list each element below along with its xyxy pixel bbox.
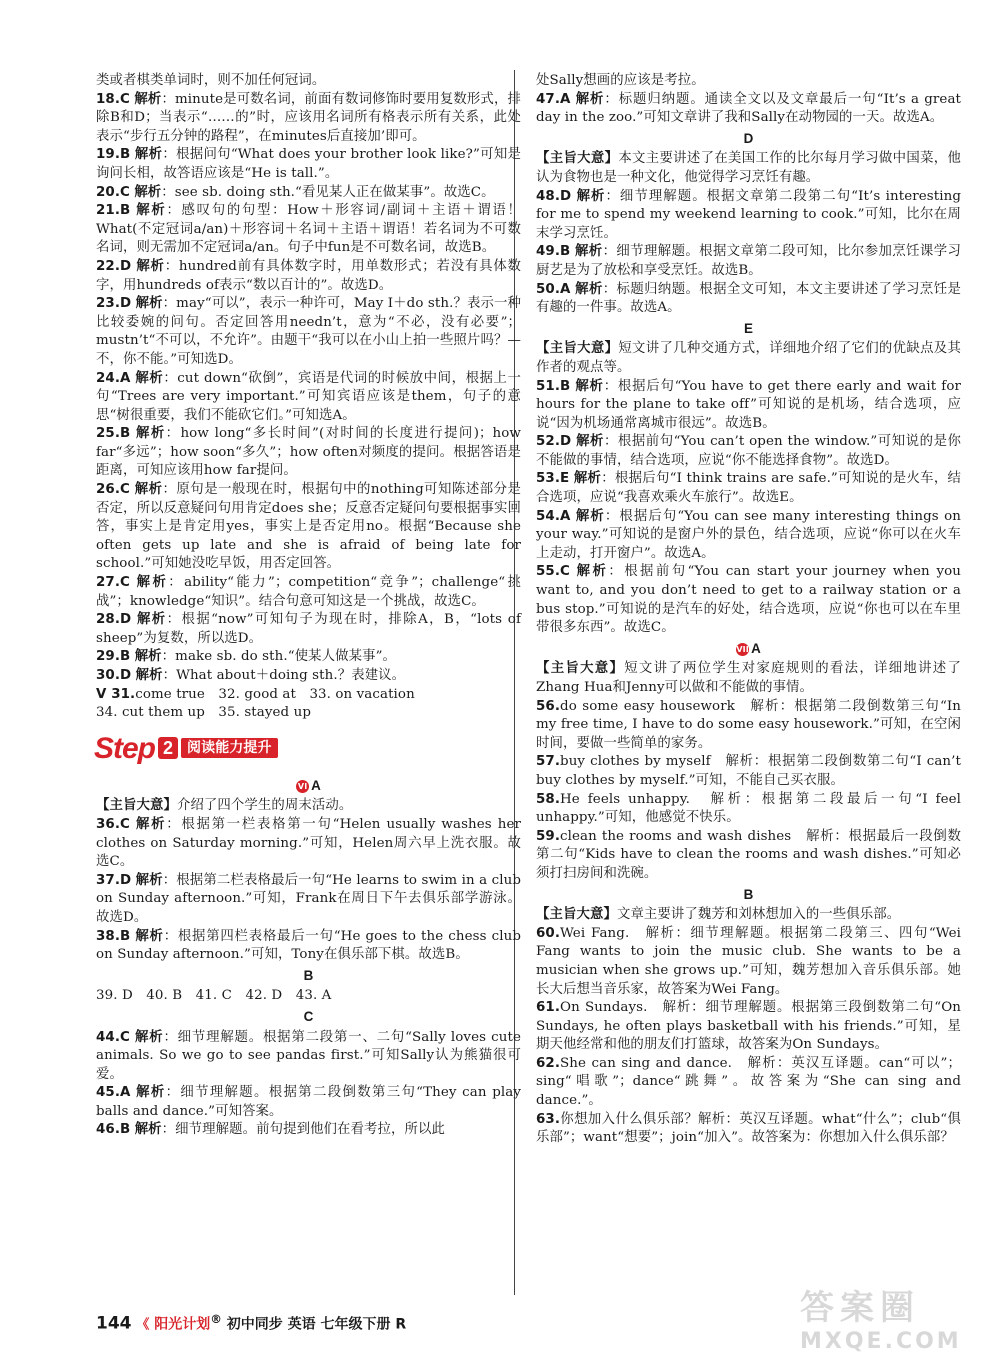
answer-item xyxy=(536,563,961,637)
item-number: 24.A xyxy=(96,370,131,386)
left-column xyxy=(96,72,521,1140)
item-number: 44.C xyxy=(96,1029,130,1045)
section-letter xyxy=(536,640,961,659)
answer-item xyxy=(96,370,521,426)
answer-item xyxy=(536,999,961,1055)
answer-item xyxy=(96,425,521,481)
item-number: 63. xyxy=(536,1111,561,1127)
item-number: 【主旨大意】 xyxy=(536,661,625,677)
answer-item xyxy=(536,791,961,828)
book-title: 初中同步 英语 七年级下册 R xyxy=(226,1316,407,1333)
analysis-label: 解析 xyxy=(576,188,606,204)
item-number: 60. xyxy=(536,925,561,941)
item-number: 29.B xyxy=(96,649,131,665)
analysis-label: 解析 xyxy=(575,244,603,260)
item-number: 22.D xyxy=(96,258,132,274)
item-text: ：make sb. do sth.“使某人做某事”。 xyxy=(161,649,397,665)
text-line: 类或者棋类单词时，则不加任何冠词。 xyxy=(96,73,326,88)
item-text: 短文讲了几种交通方式，详细地介绍了它们的优缺点及其作者的观点等。 xyxy=(536,341,962,375)
answer-item xyxy=(96,258,521,295)
analysis-label: 解析 xyxy=(134,1122,162,1138)
answer-item xyxy=(536,698,961,754)
analysis-label: 解析 xyxy=(576,564,609,580)
answer-item xyxy=(536,508,961,564)
item-text: She can sing and dance. 解析：英汉互译题。can“可以”；sing“唱歌”；dance“跳舞”。故答案为“She can sing and dance.”。 xyxy=(536,1055,961,1109)
step-word: Step xyxy=(94,731,156,765)
item-number: 20.C xyxy=(96,184,130,200)
answer-item xyxy=(96,574,521,611)
analysis-label: 解析 xyxy=(573,471,602,487)
item-text: 介绍了四个学生的周末活动。 xyxy=(176,798,353,814)
item-text: 本文主要讲述了在美国工作的比尔每月学习做中国菜，他认为食物也是一种文化，他觉得学习烹饪有趣。 xyxy=(536,151,962,185)
item-number: 49.B xyxy=(536,244,571,260)
section-letter-text: D xyxy=(743,130,754,146)
analysis-label: 解析 xyxy=(135,370,164,386)
answer-item xyxy=(536,281,961,318)
item-number: 【主旨大意】 xyxy=(536,151,619,167)
section-letter-text: B xyxy=(743,886,754,902)
item-text: ：根据问句“What does your brother look like?”可知是询问长相，故答语应该是“He is tall.”。 xyxy=(96,147,522,181)
section-letter xyxy=(96,777,521,796)
item-text: ：根据后句“You can see many interesting things on your way.”可知说的是窗户外的景色，结合选项，应说“你可以在火车上走动，打开窗户”。故选A。 xyxy=(536,508,962,561)
item-text: He feels unhappy. 解析：根据第二段最后一句“I feel unhappy.”可知，他感觉不快乐。 xyxy=(536,791,961,826)
item-number: 25.B xyxy=(96,426,131,442)
answer-item xyxy=(96,91,521,147)
item-number: 37.D xyxy=(96,872,132,888)
text-line: 39. D 40. B 41. C 42. D 43. A xyxy=(96,988,332,1004)
item-number: 28.D xyxy=(96,612,132,628)
answer-item xyxy=(536,470,961,507)
answer-item xyxy=(536,188,961,244)
section-letter xyxy=(96,1008,521,1027)
analysis-label: 解析 xyxy=(136,575,169,591)
item-number: 38.B xyxy=(96,928,131,944)
step-banner xyxy=(94,731,521,771)
item-number: 【主旨大意】 xyxy=(96,798,177,814)
section-letter-text: C xyxy=(303,1008,314,1024)
analysis-label: 解析 xyxy=(136,1085,166,1101)
section-badge-icon: VII xyxy=(736,644,749,654)
item-text: ：细节理解题。前句提到他们在看考拉，所以此 xyxy=(161,1122,445,1138)
answer-item xyxy=(96,1121,521,1140)
item-number: 54.A xyxy=(536,508,571,524)
analysis-label: 解析 xyxy=(136,203,167,219)
item-number: 47.A xyxy=(536,91,571,107)
answer-item xyxy=(536,150,961,187)
watermark-title: 答案圈 xyxy=(800,1288,920,1328)
answer-item xyxy=(536,433,961,470)
item-number: 30.D xyxy=(96,668,132,683)
item-text: 文章主要讲了魏芳和刘林想加入的一些俱乐部。 xyxy=(616,907,901,923)
item-number: 48.D xyxy=(536,188,572,204)
answer-item xyxy=(96,648,521,667)
item-number: 26.C xyxy=(96,482,130,498)
section-letter-text: B xyxy=(303,967,314,983)
item-text: ：What about＋doing sth.？表建议。 xyxy=(162,668,406,683)
answer-item xyxy=(536,91,961,128)
item-number: 45.A xyxy=(96,1085,131,1101)
item-number: 23.D xyxy=(96,296,132,312)
section-letter-text: A xyxy=(751,640,761,656)
item-text: Wei Fang. 解析：细节理解题。根据第二段第三、四句“Wei Fang wants to join the music club. She wants to be a musician when she grows up.”可知，魏芳想加入音乐俱乐部。她长大后想当音乐家，故答案为Wei Fang。 xyxy=(536,925,961,997)
answer-item xyxy=(536,1111,961,1148)
item-text: ：根据“now”可知句子为现在时，排除A，B，“lots of sheep”为复数，所以选D。 xyxy=(96,612,522,646)
item-text: On Sundays. 解析：细节理解题。根据第三段倒数第二句“On Sundays, he often plays basketball with his friends.”可知，星期天他经常和他的朋友们打篮球，故答案为On Sundays。 xyxy=(536,1000,961,1053)
answer-item xyxy=(536,925,961,999)
item-text: clean the rooms and wash dishes 解析：根据最后一段倒数第二句“Kids have to clean the rooms and wash dishes.”可知必须打扫房间和洗碗。 xyxy=(536,828,961,881)
item-text: buy clothes by myself 解析：根据第二段倒数第二句“I can’t buy clothes by myself.”可知，不能自己买衣服。 xyxy=(536,754,961,788)
item-text: ：how long“多长时间”(对时间的长度进行提问)；how far“多远”；how soon“多久”；how often对频度的提问。根据答语是距离，可知应该用how far提问。 xyxy=(96,426,521,479)
right-column xyxy=(536,72,961,1148)
answer-item xyxy=(96,797,521,816)
answer-item xyxy=(536,378,961,434)
answer-item xyxy=(536,753,961,790)
analysis-label: 解析 xyxy=(134,147,163,163)
item-text: come true 32. good at 33. on vacation xyxy=(135,686,415,702)
item-number: 【主旨大意】 xyxy=(536,907,617,923)
analysis-label: 解析 xyxy=(135,1029,164,1045)
analysis-label: 解析 xyxy=(575,281,603,297)
analysis-label: 解析 xyxy=(134,482,163,498)
answer-item xyxy=(96,611,521,648)
answer-item xyxy=(96,686,521,705)
text-line: 34. cut them up 35. stayed up xyxy=(96,705,311,721)
watermark-logo xyxy=(800,1280,990,1360)
item-text: ：cut down“砍倒”，宾语是代词的时候放中间，根据上一句“Trees are very important.”可知宾语应该是them，句子的意思“树很重要，我们不能砍它们。”可知选A。 xyxy=(96,370,522,423)
analysis-label: 解析 xyxy=(136,426,166,442)
answer-item xyxy=(536,340,961,377)
item-text: ：细节理解题。根据文章第二段第二句“It’s interesting for me to spend my weekend learning to cook.”可知，比尔在周末学习烹饪。 xyxy=(536,188,961,241)
item-text: ：根据前句“You can start your journey when you want to, and you don’t need to get to a railway station or a bus stop.”可知说的是汽车的好处，结合选项，应说“你也可以在车里带很多东西”。故选C。 xyxy=(536,564,962,636)
analysis-label: 解析 xyxy=(136,612,167,628)
item-number: 27.C xyxy=(96,575,130,591)
item-number: 51.B xyxy=(536,378,571,394)
item-text: ：ability“能力”；competition“竞争”；challenge“挑战”；knowledge“知识”。结合句意可知这是一个挑战，故选C。 xyxy=(96,575,521,609)
item-number: 55.C xyxy=(536,564,570,580)
item-text: ：感叹句的句型：How＋形容词/副词＋主语＋谓语！What(不定冠词a/an)＋形容词＋名词＋主语＋谓语！若名词为不可数名词，则无需加不定冠词a/an。句子中fun是不可数名词，故选B。 xyxy=(96,203,522,256)
item-number: 36.C xyxy=(96,816,130,832)
section-letter xyxy=(96,967,521,986)
item-text: ：根据前句“You can’t open the window.”可知说的是你不能做的事情，结合选项，应说“你不能选择食物”。故选D。 xyxy=(536,434,961,468)
item-text: do some easy housework 解析：根据第二段倒数第三句“In my free time, I have to do some easy housework.”可知，在空闲时间，要做一些简单的家务。 xyxy=(536,698,961,751)
item-number: 56. xyxy=(536,698,561,714)
text-line: 处Sally想画的应该是考拉。 xyxy=(536,73,705,88)
analysis-label: 解析 xyxy=(135,928,164,944)
answer-item xyxy=(96,928,521,965)
item-number: 19.B xyxy=(96,147,131,163)
item-number: V 31. xyxy=(96,686,136,702)
item-number: 58. xyxy=(536,791,561,807)
item-text: ：根据第一栏表格第一句“Helen usually washes her clothes on Saturday morning.”可知，Helen周六早上洗衣服。故选C。 xyxy=(96,816,522,870)
item-text: ：see sb. doing sth.“看见某人正在做某事”。故选C。 xyxy=(161,184,495,200)
item-number: 46.B xyxy=(96,1122,131,1138)
answer-item xyxy=(536,660,961,697)
answer-item xyxy=(96,1029,521,1085)
double-chevron-icon: 《 xyxy=(136,1317,150,1333)
item-text: ：may“可以”，表示一种许可，May I＋do sth.？表示一种比较委婉的问句。否定回答用needn’t，意为“不必，没有必要”；mustn’t“不可以，不允许”。由题干“我可以在小山上拍一些照片吗？—不，你不能。”可知选D。 xyxy=(96,296,521,367)
item-number: 57. xyxy=(536,754,561,770)
analysis-label: 解析 xyxy=(135,296,163,312)
item-text: ：根据第二栏表格最后一句“He learns to swim in a club on Sunday afternoon.”可知，Frank在周日下午去俱乐部学游泳。故选D。 xyxy=(96,872,521,925)
answer-item xyxy=(96,667,521,686)
item-number: 59. xyxy=(536,828,561,844)
item-text: ：标题归纳题。通读全文以及文章最后一句“It’s a great day in the zoo.”可知文章讲了我和Sally在动物园的一天。故选A。 xyxy=(536,91,962,126)
section-badge-icon: VI xyxy=(297,781,308,791)
step-title: 阅读能力提升 xyxy=(181,738,278,758)
brand-name: 阳光计划 xyxy=(154,1316,211,1333)
answer-item xyxy=(96,146,521,183)
analysis-label: 解析 xyxy=(134,184,162,200)
item-text: 你想加入什么俱乐部？解析：英汉互译题。what“什么”；club“俱乐部”；want“想要”；join“加入”。故答案为：你想加入什么俱乐部？ xyxy=(536,1111,961,1146)
analysis-label: 解析 xyxy=(134,649,162,665)
item-number: 52.D xyxy=(536,434,572,450)
item-number: 53.E xyxy=(536,471,570,487)
item-text: ：细节理解题。根据第二段倒数第三句“They can play balls and dance.”可知答案。 xyxy=(96,1085,521,1119)
answer-item xyxy=(536,828,961,884)
item-text: ：根据后句“You have to get there early and wait for hours for the plane to take off”可知说的是机场，结合选项，应说“因为机场通常离城市很远”。故选B。 xyxy=(536,378,961,431)
item-number: 50.A xyxy=(536,281,571,297)
item-number: 62. xyxy=(536,1055,561,1071)
section-letter-text: A xyxy=(311,777,321,793)
analysis-label: 解析 xyxy=(135,668,163,683)
watermark-url: MXQE.COM xyxy=(800,1329,962,1354)
item-number: 18.C xyxy=(96,91,130,107)
item-text: ：原句是一般现在时，根据句中的nothing可知陈述部分是否定，所以反意疑问句用肯定does she；反意否定疑问句要根据事实回答，事实上是肯定用yes，事实上是否定用no。根据“Because she often gets up late and she is afraid of being late for school.”可知她没吃早饭，用否定回答。 xyxy=(96,482,522,572)
answer-item xyxy=(96,1084,521,1121)
answer-item xyxy=(96,202,521,258)
page-footer xyxy=(96,1312,406,1334)
item-text: ：minute是可数名词，前面有数词修饰时要用复数形式，排除B和D；当表示“……的”时，应该用名词所有格表示所有关系，此处表示“步行五分钟的路程”，在minutes后直接加’即可。 xyxy=(96,91,522,144)
item-text: ：标题归纳题。根据全文可知，本文主要讲述了学习烹饪是有趣的一件事。故选A。 xyxy=(536,281,961,316)
item-number: 21.B xyxy=(96,203,131,219)
item-text: ：根据后句“I think trains are safe.”可知说的是火车，结合选项，应说“我喜欢乘火车旅行”。故选E。 xyxy=(536,471,962,506)
item-number: 61. xyxy=(536,1000,561,1016)
answer-item xyxy=(536,243,961,280)
section-letter xyxy=(536,886,961,905)
section-letter xyxy=(536,130,961,149)
analysis-label: 解析 xyxy=(575,91,605,107)
answer-item xyxy=(96,184,521,203)
answer-item xyxy=(536,1055,961,1111)
item-text: 短文讲了两位学生对家庭规则的看法，详细地讲述了Zhang Hua和Jenny可以做和不能做的事情。 xyxy=(536,661,961,695)
analysis-label: 解析 xyxy=(134,91,162,107)
answer-item xyxy=(96,481,521,574)
item-text: ：hundred前有具体数字时，用单数形式；若没有具体数字，用hundreds of表示“数以百计的”。故选D。 xyxy=(96,258,522,293)
item-number: 【主旨大意】 xyxy=(536,341,619,357)
step-number-badge: 2 xyxy=(158,737,178,759)
analysis-label: 解析 xyxy=(575,378,604,394)
page-number: 144 xyxy=(96,1313,132,1334)
analysis-label: 解析 xyxy=(135,816,167,832)
analysis-label: 解析 xyxy=(575,508,605,524)
analysis-label: 解析 xyxy=(576,434,604,450)
analysis-label: 解析 xyxy=(136,258,165,274)
item-text: ：根据第四栏表格最后一句“He goes to the chess club on Sunday afternoon.”可知，Tony在俱乐部下棋。故选B。 xyxy=(96,928,522,963)
answer-item xyxy=(96,295,521,369)
section-letter xyxy=(536,320,961,339)
section-letter-text: E xyxy=(743,320,754,336)
answer-item xyxy=(96,872,521,928)
item-text: ：细节理解题。根据第二段第一、二句“Sally loves cute animals. So we go to see pandas first.”可知Sally认为熊猫很可爱。 xyxy=(96,1029,521,1082)
item-text: ：细节理解题。根据文章第二段可知，比尔参加烹饪课学习厨艺是为了放松和享受烹饪。故选B。 xyxy=(536,244,961,278)
registered-mark: ® xyxy=(210,1312,222,1326)
analysis-label: 解析 xyxy=(135,872,163,888)
answer-item xyxy=(536,906,961,925)
answer-item xyxy=(96,816,521,872)
